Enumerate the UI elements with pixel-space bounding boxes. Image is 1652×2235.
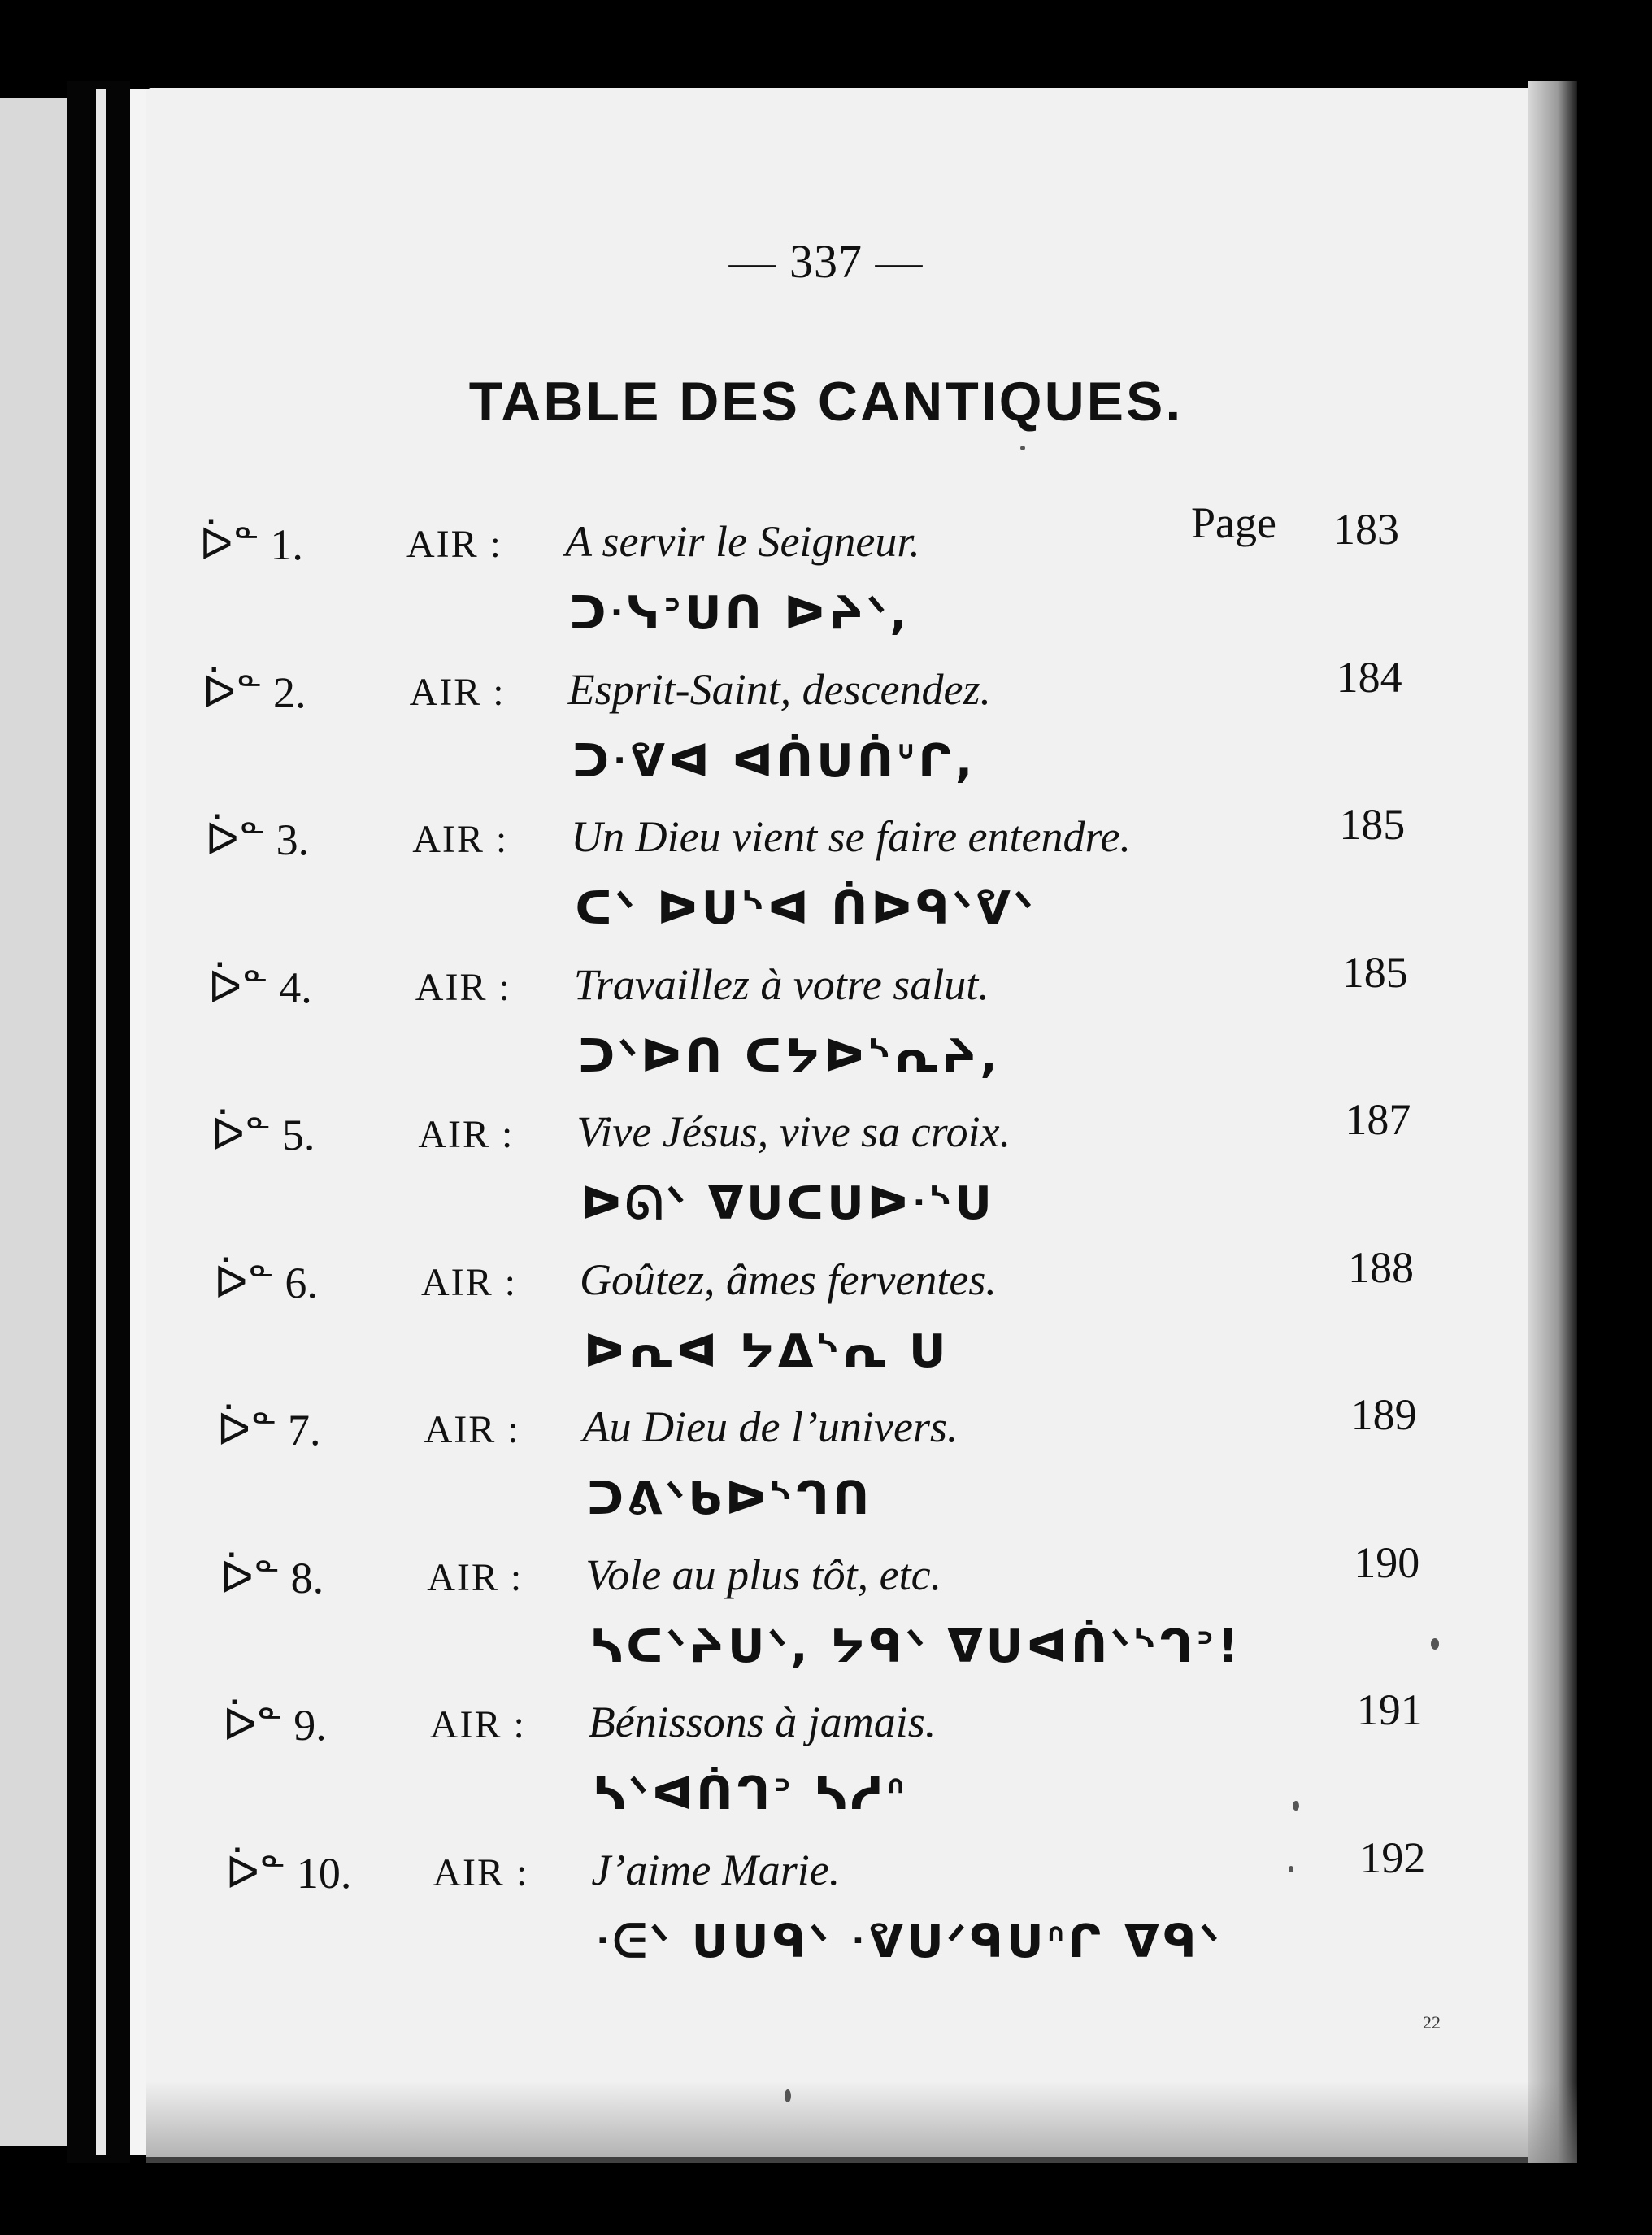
hymn-number: ᐆᓐ 1. xyxy=(199,520,303,569)
scan-speck xyxy=(1293,1801,1299,1811)
syllabic-title: ᑐᐠᐅᑎ ᑕᔭᐅᔅᕆᔨ, xyxy=(577,1029,1001,1083)
air-label: AIR : xyxy=(424,1408,520,1451)
air-label: AIR : xyxy=(409,670,506,714)
tune-title: J’aime Marie. xyxy=(591,1845,841,1894)
syllabic-title: ᑐᐧᓭᐣᑌᑎ ᐅᔨᐠ, xyxy=(569,587,911,640)
hymn-number: ᐆᓐ 5. xyxy=(211,1111,315,1159)
tune-title: Au Dieu de l’univers. xyxy=(582,1402,959,1451)
page-reference: 189 xyxy=(1350,1390,1417,1439)
scan-speck xyxy=(785,2089,791,2102)
syllabic-title: ᑕᐠ ᐅᑌᔅᐊ ᑏᐅᑫᐠᕓᐠ xyxy=(575,882,1037,935)
tune-title: A servir le Seigneur. xyxy=(565,517,920,566)
page-reference: 185 xyxy=(1339,800,1406,849)
air-label: AIR : xyxy=(412,818,509,861)
hymn-number: ᐆᓐ 6. xyxy=(214,1258,318,1307)
page-reference: 192 xyxy=(1359,1833,1426,1882)
tune-title: Vole au plus tôt, etc. xyxy=(585,1550,942,1599)
syllabic-title: ᐅᘏᐠ ᐁᑌᑕᑌᐅᐧᔅᑌ xyxy=(580,1177,995,1230)
page-reference: 190 xyxy=(1354,1537,1420,1587)
page-title: TABLE DES CANTIQUES. xyxy=(468,371,1184,433)
page-column-label: Page xyxy=(1191,498,1276,547)
page-reference: 187 xyxy=(1345,1095,1411,1144)
page-reference: 184 xyxy=(1336,652,1402,702)
air-label: AIR : xyxy=(433,1850,529,1894)
hymn-number: ᐆᓐ 3. xyxy=(205,815,310,864)
page-number: — 337 — xyxy=(728,235,924,288)
tune-title: Un Dieu vient se faire entendre. xyxy=(571,812,1131,861)
page-reference: 188 xyxy=(1348,1242,1414,1292)
signature-mark: 22 xyxy=(1423,2012,1441,2033)
air-label: AIR : xyxy=(406,523,502,566)
air-label: AIR : xyxy=(418,1113,515,1156)
page-bottom-shade xyxy=(146,2081,1577,2163)
hymn-number: ᐆᓐ 4. xyxy=(207,963,312,1012)
tune-title: Travaillez à votre salut. xyxy=(573,959,989,1009)
scan-speck xyxy=(1289,1866,1293,1872)
air-label: AIR : xyxy=(415,965,511,1009)
tune-title: Vive Jésus, vive sa croix. xyxy=(576,1107,1011,1156)
hymn-number: ᐆᓐ 10. xyxy=(225,1848,352,1898)
page-reference: 183 xyxy=(1333,505,1399,554)
syllabic-title: ᐅᕆᐊ ᔭᐃᔅᕆ ᑌ xyxy=(584,1324,950,1378)
hymn-number: ᐆᓐ 8. xyxy=(220,1553,324,1602)
hymn-number: ᐆᓐ 7. xyxy=(216,1406,321,1454)
syllabic-title: ᓴᐠᐊᑏᒉᐣ ᓴᓱᐢ xyxy=(592,1768,908,1820)
hymn-number: ᐆᓐ 2. xyxy=(202,667,306,717)
tune-title: Bénissons à jamais. xyxy=(588,1698,937,1746)
syllabic-title: ᐧᕮᐠ ᑌᑌᑫᐠ ᐧᕓᑌᐟᑫᑌᐢᒋ ᐁᑫᐠ xyxy=(595,1915,1223,1968)
scan-speck xyxy=(1020,446,1025,450)
syllabic-title: ᓴᑕᐠᔨᑌᐠ, ᔭᑫᐠ ᐁᑌᐊᑏᐠᔅᒉᐣ! xyxy=(589,1620,1241,1673)
scan-speck xyxy=(1431,1638,1439,1650)
syllabic-title: ᑐᐧᕓᐊ ᐊᑏᑌᑏᐡᒋ, xyxy=(572,734,976,788)
hymn-number: ᐆᓐ 9. xyxy=(222,1701,327,1750)
tune-title: Goûtez, âmes ferventes. xyxy=(580,1254,997,1304)
air-label: AIR : xyxy=(421,1260,517,1304)
page-reference: 191 xyxy=(1356,1685,1423,1734)
syllabic-title: ᑐᕕᐠᑲᐅᔅᒉᑎ xyxy=(586,1472,873,1525)
air-label: AIR : xyxy=(429,1703,526,1746)
tune-title: Esprit-Saint, descendez. xyxy=(567,664,992,714)
page-reference: 185 xyxy=(1341,947,1408,997)
air-label: AIR : xyxy=(427,1555,524,1599)
